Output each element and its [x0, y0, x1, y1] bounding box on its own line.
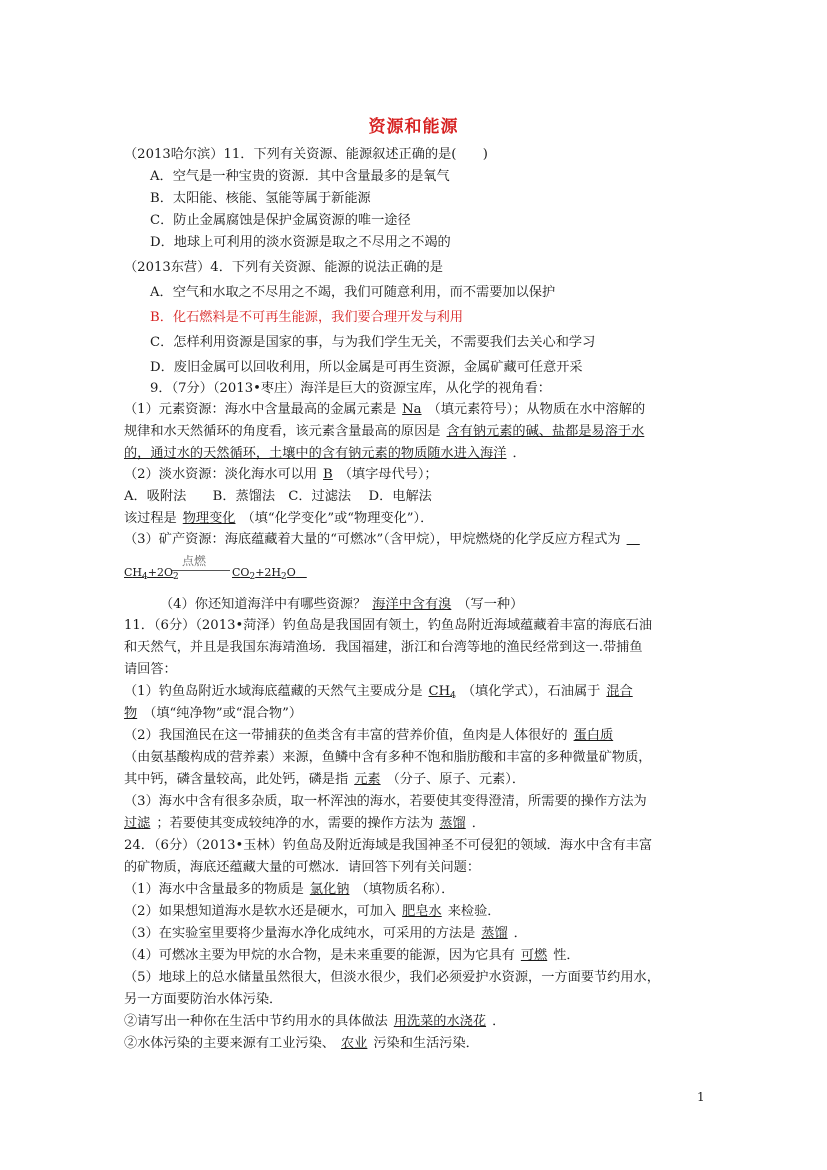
q4-p3-text-b: ；若要使其变成较纯净的水，需要的操作方法为 — [156, 816, 434, 831]
q5-s2-text-b: 污染和生活污染． — [373, 1036, 479, 1051]
q5-p1-text-a: （1）海水中含量最多的物质是 — [124, 882, 304, 897]
q3-p2-text-c: 该过程是 — [124, 511, 177, 526]
q4-p1-text-b: （填化学式），石油属于 — [461, 684, 601, 699]
q4-part1-line2 — [124, 705, 302, 723]
q5-sub2-line — [124, 1035, 479, 1053]
q3-p1-text-b: （填元素符号）；从物质在水中溶解的 — [427, 402, 646, 417]
subscript-digit: 2 — [281, 572, 287, 582]
equation-reactants — [124, 566, 179, 582]
q2-option-b-highlighted: B．化石燃料是不可再生能源，我们要合理开发与利用 — [150, 310, 464, 325]
q5-p1-answer: 氯化钠 — [309, 882, 350, 897]
chemical-equation — [124, 556, 324, 586]
page-number: 1 — [697, 1090, 705, 1104]
equation-condition: 点燃 — [182, 554, 207, 568]
q3-stem: 9．（7分）（2013•枣庄）海洋是巨大的资源宝库，从化学的视角看： — [150, 381, 551, 396]
q5-p3-text-a: （3）在实验室里要将少量海水净化成纯水，可采用的方法是 — [124, 926, 476, 941]
q5-part5-line2: 另一方面要防治水体污染． — [124, 992, 283, 1007]
q3-part3-line — [124, 531, 646, 549]
q2-stem: （2013东营）4．下列有关资源、能源的说法正确的是 — [124, 260, 443, 275]
q5-p1-text-b: （填物质名称）． — [355, 882, 455, 897]
q4-part2-line1 — [124, 727, 619, 745]
q4-p2-text-a: （2）我国渔民在这一带捕获的鱼类含有丰富的营养价值，鱼肉是人体很好的 — [124, 728, 568, 743]
q3-part1-line3 — [124, 445, 526, 463]
q1-option-a: A．空气是一种宝贵的资源．其中含量最多的是氧气 — [150, 169, 450, 184]
q4-stem-line2: 和天然气，并且是我国东海靖渔场．我国福建，浙江和台湾等地的渔民经常到这一.带捕鱼 — [124, 640, 643, 655]
q3-p4-text-a: （4）你还知道海洋中有哪些资源？ — [160, 597, 367, 612]
q5-p4-text-a: （4）可燃冰主要为甲烷的水合物，是未来重要的能源，因为它具有 — [124, 948, 515, 963]
q4-p3-text-c: ． — [471, 816, 485, 831]
q3-part2-line1 — [124, 466, 438, 484]
q4-stem-line3: 请回答： — [124, 662, 177, 677]
q3-p4-text-b: （写一种） — [457, 597, 524, 612]
q4-part2-line3 — [124, 771, 525, 789]
q3-part1-line2 — [124, 423, 650, 441]
q5-p4-answer: 可燃 — [520, 948, 548, 963]
q5-s1-text-b: ． — [492, 1014, 506, 1029]
q4-p1-answer-2a: 混合 — [606, 684, 633, 699]
q4-p2-text-c: 其中钙，磷含量较高，此处钙，磷是指 — [124, 772, 349, 787]
q4-p1-text-a: （1）钓鱼岛附近水域海底蕴藏的天然气主要成分是 — [124, 684, 423, 699]
q1-option-b: B．太阳能、核能、氢能等属于新能源 — [150, 191, 371, 206]
subscript-digit: 2 — [173, 572, 179, 582]
q3-p1-text-d: ． — [512, 446, 526, 461]
q3-p1-answer-2b: 的，通过水的天然循环，土壤中的含有钠元素的物质随水进入海洋 — [124, 446, 507, 461]
q4-p1-answer-2b: 物 — [124, 706, 138, 721]
q2-option-c: C．怎样利用资源是国家的事，与为我们学生无关，不需要我们去关心和学习 — [150, 335, 596, 350]
q2-option-a: A．空气和水取之不尽用之不竭，我们可随意利用，而不需要加以保护 — [150, 285, 556, 300]
equation-left-text: $CH_4+2O_2$ — [124, 566, 179, 582]
q3-part2-options: A．吸附法 B．蒸馏法 C．过滤法 D．电解法 — [124, 489, 432, 504]
q4-part3-line2 — [124, 815, 485, 833]
q4-part3-line1: （3）海水中含有很多杂质，取一杯浑浊的海水，若要使其变得澄清，所需要的操作方法为 — [124, 794, 647, 809]
q4-part2-line2: （由氨基酸构成的营养素）来源，鱼鳞中含有多种不饱和脂肪酸和丰富的多种微量矿物质， — [124, 750, 652, 765]
q5-part1-line — [124, 881, 454, 899]
q5-p2-answer: 肥皂水 — [402, 904, 442, 919]
q4-stem-line1: 11．（6分）（2013•菏泽）钓鱼岛是我国固有领土，钓鱼岛附近海域蕴藏着丰富的海底石油 — [124, 618, 653, 633]
q5-part5-line1: （5）地球上的总水储量虽然很大，但淡水很少，我们必须爱护水资源，一方面要节约用水， — [124, 970, 660, 985]
q5-part3-line — [124, 925, 527, 943]
q3-p2-text-d: （填“化学变化”或“物理变化”）． — [241, 511, 434, 526]
q5-part2-line — [124, 903, 500, 921]
equation-right-text: $CO_2+2H_2O$ — [232, 566, 296, 582]
q1-stem: （2013哈尔滨）11．下列有关资源、能源叙述正确的是( ) — [124, 147, 488, 162]
q3-p2-answer-1: B — [323, 467, 333, 482]
q3-p2-text-b: （填字母代号）； — [338, 467, 438, 482]
q4-p2-answer-1: 蛋白质 — [573, 728, 614, 743]
q3-part2-line3 — [124, 510, 433, 528]
q4-part1-line1 — [124, 683, 639, 705]
q4-p1-answer-1: $CH_4$ — [428, 684, 456, 701]
q4-p2-answer-2: 元素 — [354, 772, 381, 787]
q5-p3-text-b: ． — [513, 926, 527, 941]
q4-p3-answer-1: 过滤 — [124, 816, 151, 831]
equation-products — [232, 566, 307, 582]
q3-p1-text-a: （1）元素资源：海水中含量最高的金属元素是 — [124, 402, 397, 417]
q3-p3-text: （3）矿产资源：海底蕴藏着大量的“可燃冰”（含甲烷），甲烷燃烧的化学反应方程式为 — [124, 532, 621, 547]
q5-p2-text-b: 来检验． — [447, 904, 501, 919]
q1-option-c: C．防止金属腐蚀是保护金属资源的唯一途径 — [150, 213, 411, 228]
subscript-digit: 4 — [450, 691, 456, 701]
q5-p3-answer: 蒸馏 — [481, 926, 508, 941]
q5-p2-text-a: （2）如果想知道海水是软水还是硬水，可加入 — [124, 904, 397, 919]
q3-p1-answer-1: Na — [402, 402, 422, 417]
q5-s2-text-a: ②水体污染的主要来源有工业污染、 — [124, 1036, 335, 1051]
q3-p3-blank — [621, 532, 646, 547]
q5-stem-line2: 的矿物质，海底还蕴藏大量的可燃冰．请回答下列有关问题： — [124, 860, 481, 875]
q1-option-d: D．地球上可利用的淡水资源是取之不尽用之不竭的 — [150, 235, 451, 250]
q3-p1-text-c: 规律和水天然循环的角度看，该元素含量最高的原因是 — [124, 424, 441, 439]
q3-p4-answer: 海洋中含有溴 — [372, 597, 452, 612]
q5-sub1-line — [124, 1013, 505, 1031]
q5-p4-text-b: 性． — [553, 948, 580, 963]
q3-p1-answer-2a: 含有钠元素的碱、盐都是易溶于水 — [446, 424, 645, 439]
q5-s2-answer: 农业 — [341, 1036, 368, 1051]
q3-p2-answer-2: 物理变化 — [182, 511, 236, 526]
equation-arrow — [172, 570, 230, 571]
q5-stem-line1: 24．（6分）（2013•玉林）钓鱼岛及附近海域是我国神圣不可侵犯的领域．海水中含有丰富 — [124, 838, 653, 853]
q4-p3-answer-2: 蒸馏 — [439, 816, 466, 831]
q2-option-d: D．废旧金属可以回收利用，所以金属是可再生资源，金属矿藏可任意开采 — [150, 360, 583, 375]
page-title: 资源和能源 — [368, 117, 459, 137]
q5-part4-line — [124, 947, 580, 965]
q5-s1-answer: 用洗菜的水浇花 — [393, 1014, 487, 1029]
subscript-digit: 4 — [142, 572, 148, 582]
q4-p2-text-d: （分子、原子、元素）． — [386, 772, 526, 787]
q3-p2-text-a: （2）淡水资源：淡化海水可以用 — [124, 467, 318, 482]
q3-part1-line1 — [124, 401, 645, 419]
q3-part4-line — [160, 596, 523, 614]
q5-s1-text-a: ②请写出一种你在生活中节约用水的具体做法 — [124, 1014, 388, 1029]
q4-p1-text-c: （填“纯净物”或“混合物”） — [143, 706, 303, 721]
subscript-digit: 2 — [249, 572, 256, 582]
